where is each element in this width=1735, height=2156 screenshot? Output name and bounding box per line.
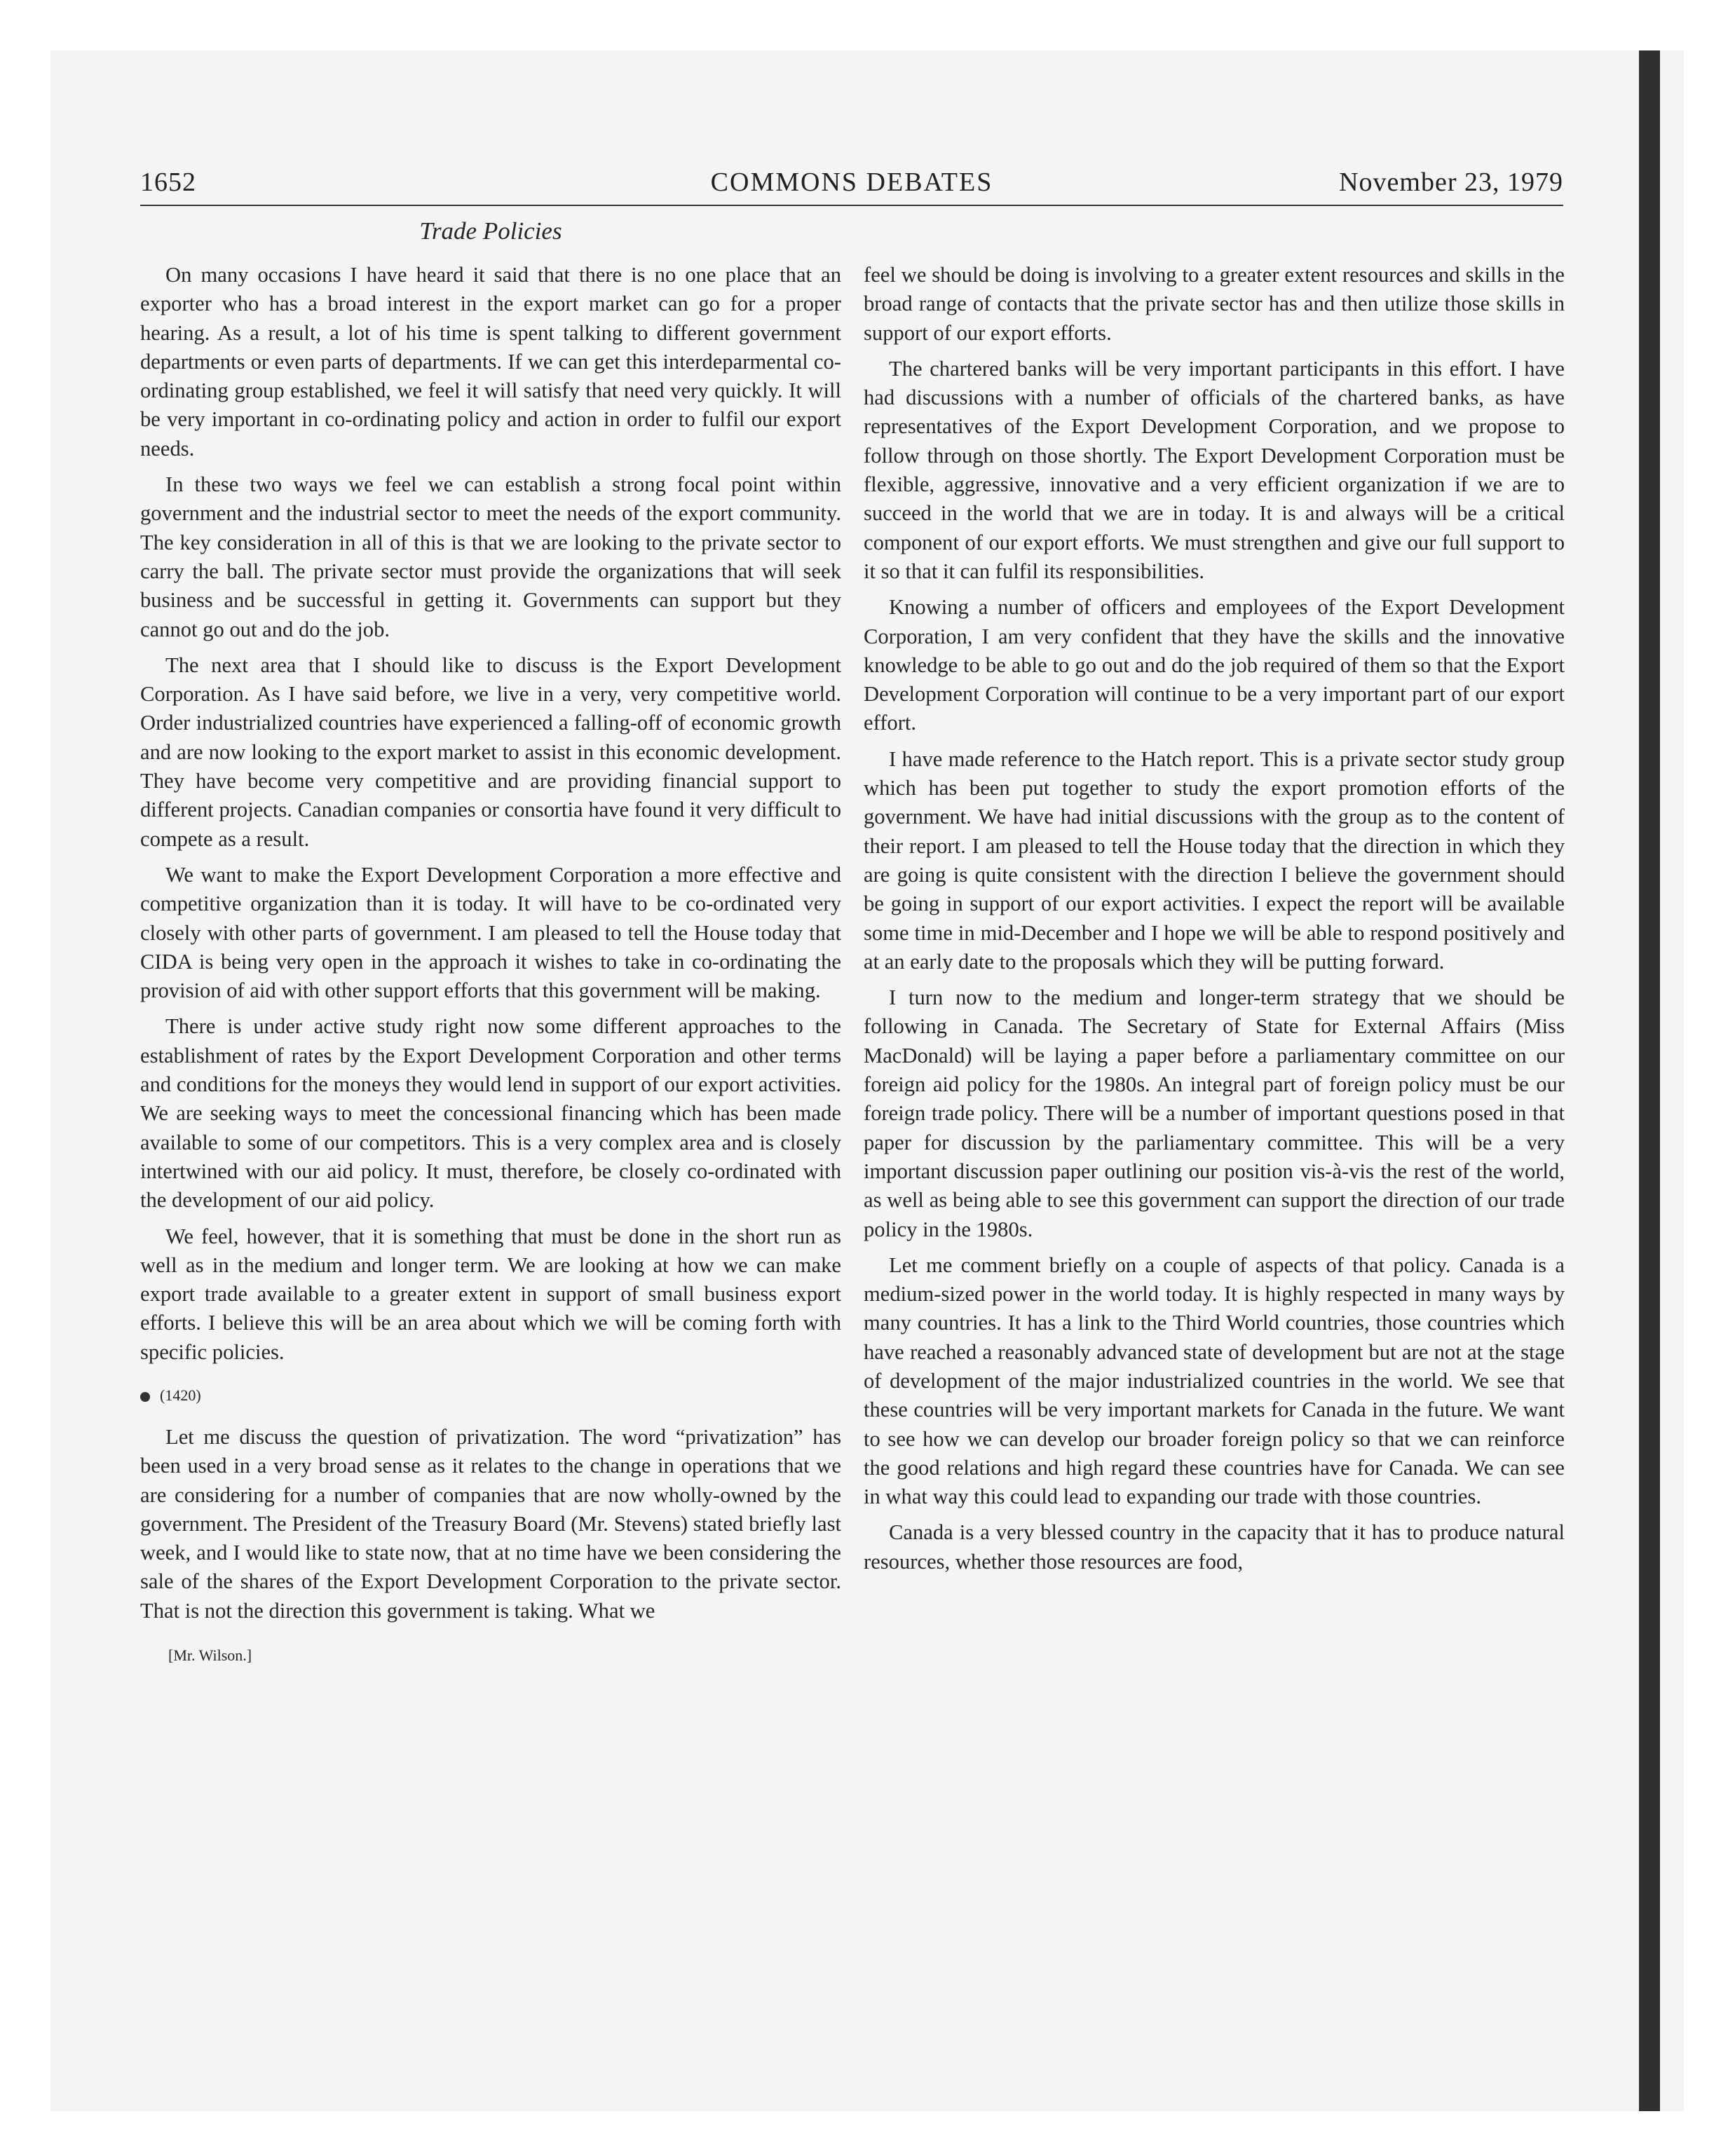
paragraph: We feel, however, that it is something that must be done in the short run as well as in the medium and longer term. We are looking at how we can make export trade available to a greater extent in support of small business export efforts. I believe this will be an area about which we will be coming forth with specific policies.	[140, 1224, 841, 1364]
paragraph: We want to make the Export Development Corporation a more effective and competitive organization than it is today. It will have to be co-ordinated very closely with other parts of government. I am pleased to tell the House today that CIDA is being very open in the approach it wishes to take in co-ordinating the provision of aid with other support efforts that this government will be making.	[140, 862, 841, 1003]
paragraph: Let me comment briefly on a couple of aspects of that policy. Canada is a medium-sized power in the world today. It is highly respected in many ways by many countries. It has a link to the Third World countries, those countries which have reached a reasonably advanced state of development but are not at the stage of development of the major industrialized countries in the world. We see that these countries will be very important markets for Canada in the future. We want to see how we can develop our broader foreign policy so that we can reinforce the good relations and high regard these countries have for Canada. We can see in what way this could lead to expanding our trade with those countries.	[864, 1253, 1565, 1509]
paragraph: On many occasions I have heard it said that there is no one place that an exporter who has a broad interest in the export market can go for a proper hearing. As a result, a lot of his time is spent talking to different government departments or even parts of departments. If we can get this interdeparmental co-ordinating group established, we feel it will satisfy that need very quickly. It will be very important in co-ordinating policy and action in order to fulfil our export needs.	[140, 263, 841, 460]
scan-edge-shadow	[1639, 50, 1660, 2111]
publication-date: November 23, 1979	[1339, 168, 1563, 197]
section-title: Trade Policies	[419, 217, 562, 245]
page-header	[140, 163, 1563, 206]
speaker-attribution: [Mr. Wilson.]	[168, 1646, 252, 1665]
paragraph: There is under active study right now some different approaches to the establishment of rates by the Export Development Corporation and other terms and conditions for the moneys they would lend in support of our export activities. We are seeking ways to meet the concessional financing which has been made available to some of our competitors. This is a very complex area and is closely intertwined with our aid policy. It must, therefore, be closely co-ordinated with the development of our aid policy.	[140, 1014, 841, 1213]
paragraph: I have made reference to the Hatch report. This is a private sector study group which has been put together to study the export promotion efforts of the government. We have had initial discussions with the group as to the content of their report. I am pleased to tell the House today that the direction in which they are going is quite consistent with the direction I believe the government should be going in support of our export activities. I expect the report will be available some time in mid-December and I hope we will be able to respond positively and at an early date to the proposals which they will be putting forward.	[864, 746, 1565, 974]
page-number: 1652	[140, 168, 196, 197]
paragraph: The next area that I should like to discuss is the Export Development Corporation. As I have said before, we live in a very, very competitive world. Order industrialized countries have experienced a falling-off of economic growth and are now looking to the export market to assist in this economic development. They have become very competitive and are providing financial support to different projects. Canadian companies or consortia have found it very difficult to compete as a result.	[140, 653, 841, 851]
paragraph: The chartered banks will be very important participants in this effort. I have had discussions with a number of officials of the chartered banks, as have representatives of the Export Development Corporation, and we propose to follow through on those shortly. The Export Development Corporation must be flexible, aggressive, innovative and a very efficient organization if we are to succeed in the world that we are in today. It is and always will be a critical component of our export efforts. We must strengthen and give our full support to it so that it can fulfil its responsibilities.	[864, 356, 1565, 583]
time-marker-text: (1420)	[160, 1386, 201, 1404]
left-column	[140, 217, 841, 1666]
paragraph: feel we should be doing is involving to a greater extent resources and skills in the broad range of contacts that the private sector has and then utilize those skills in support of our export efforts.	[864, 263, 1565, 345]
paragraph: Canada is a very blessed country in the capacity that it has to produce natural resources, whether those resources are food,	[864, 1520, 1565, 1574]
publication-title: COMMONS DEBATES	[710, 168, 993, 197]
time-marker	[140, 1385, 841, 1406]
paragraph: In these two ways we feel we can establish a strong focal point within government and the industrial sector to meet the needs of the export community. The key consideration in all of this is that we are looking to the private sector to carry the ball. The private sector must provide the organizations that will seek business and be successful in getting it. Governments can support but they cannot go out and do the job.	[140, 472, 841, 641]
bullet-icon	[140, 1392, 150, 1402]
paragraph: Knowing a number of officers and employees of the Export Development Corporation, I am very confident that they have the skills and the innovative knowledge to be able to go out and do the job required of them so that the Export Development Corporation will continue to be a very important part of our export effort.	[864, 595, 1565, 735]
paragraph: I turn now to the medium and longer-term strategy that we should be following in Canada. The Secretary of State for External Affairs (Miss MacDonald) will be laying a paper before a parliamentary committee on our foreign aid policy for the 1980s. An integral part of foreign policy must be our foreign trade policy. There will be a number of important questions posed in that paper for discussion by the parliamentary committee. This will be a very important discussion paper outlining our position vis-à-vis the rest of the world, as well as being able to see this government can support the direction of our trade policy in the 1980s.	[864, 985, 1565, 1241]
right-column	[864, 261, 1565, 1583]
paragraph: Let me discuss the question of privatization. The word “privatization” has been used in a very broad sense as it relates to the change in operations that we are considering for a number of companies that are now wholly-owned by the government. The President of the Treasury Board (Mr. Stevens) stated briefly last week, and I would like to state now, that at no time have we been considering the sale of the shares of the Export Development Corporation to the private sector. That is not the direction this government is taking. What we	[140, 1424, 841, 1623]
